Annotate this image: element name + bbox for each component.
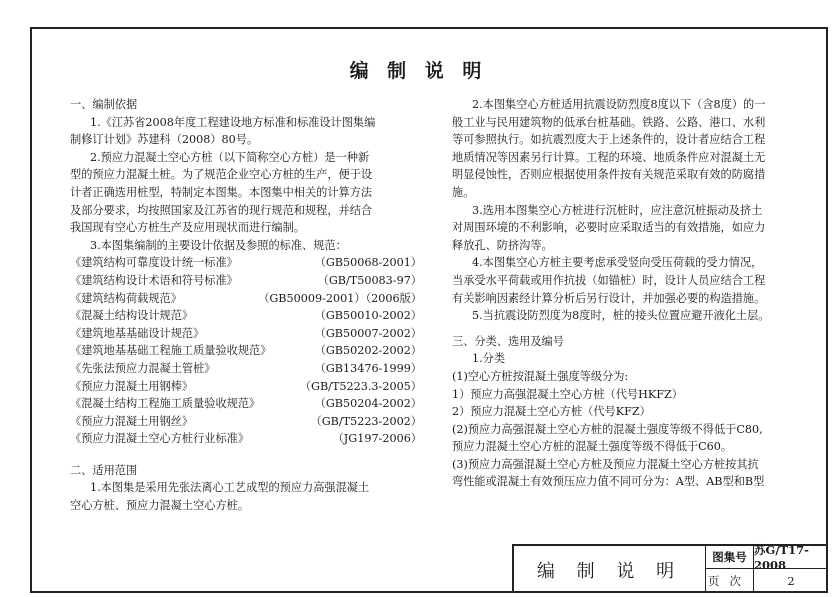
paragraph-line: 我国现有空心方桩生产及应用现状而进行编制。 [70, 221, 305, 235]
standard-item: 《混凝土结构设计规范》 （GB50010-2002） [70, 309, 422, 323]
paragraph-line: (3)预应力高强混凝土空心方桩及预应力混凝土空心方桩按其抗 [452, 457, 759, 471]
paragraph-line: 空心方桩、预应力混凝土空心方桩。 [70, 499, 250, 513]
section-heading-scope: 二、适用范围 [70, 463, 138, 477]
paragraph-line: 型的预应力混凝土桩。为了规范企业空心方桩的生产，便于设 [70, 168, 373, 182]
paragraph-line: 1.《江苏省2008年度工程建设地方标准和标准设计图集编 [90, 115, 376, 129]
paragraph-line: 5.当抗震设防烈度为8度时，桩的接头位置应避开液化土层。 [472, 309, 770, 323]
paragraph-line: 施。 [452, 185, 475, 199]
paragraph-line: 4.本图集空心方桩主要考虑承受竖向受压荷载的受力情况， [472, 256, 763, 270]
standards-list [70, 254, 422, 448]
paragraph-line: 1）预应力高强混凝土空心方桩（代号HKFZ） [452, 387, 683, 401]
atlas-number-label: 图集号 [706, 546, 754, 569]
standard-item: 《建筑结构可靠度设计统一标准》 （GB50068-2001） [70, 256, 422, 270]
paragraph-line: 计者正确选用桩型，特制定本图集。本图集中相关的计算方法 [70, 185, 373, 199]
page-label: 页次 [706, 569, 754, 593]
standard-item: 《建筑结构荷载规范》 （GB50009-2001）（2006版） [70, 291, 422, 305]
paragraph-line: 预应力混凝土空心方桩的混凝土强度等级不得低于C60。 [452, 440, 733, 454]
paragraph-line: 2.预应力混凝土空心方桩（以下简称空心方桩）是一种新 [90, 150, 370, 164]
paragraph-line: 有关影响因素经计算分析后另行设计，并加强必要的构造措施。 [452, 291, 766, 305]
standard-item: 《预应力混凝土空心方桩行业标准》 （JG197-2006） [70, 432, 422, 446]
paragraph-line: 2.本图集空心方桩适用抗震设防烈度8度以下（含8度）的一 [472, 98, 766, 111]
right-column [452, 96, 788, 491]
standard-item: 《混凝土结构工程施工质量验收规范》 （GB50204-2002） [70, 397, 422, 411]
paragraph-line: 制修订计划》苏建科（2008）80号。 [70, 133, 259, 147]
paragraph-line: 1.本图集是采用先张法离心工艺成型的预应力高强混凝土 [90, 481, 370, 495]
paragraph-line: 地质情况等因素另行计算。工程的环境、地质条件应对混凝土无 [452, 150, 766, 164]
paragraph-line: 3.选用本图集空心方桩进行沉桩时，应注意沉桩振动及挤土 [472, 203, 763, 217]
paragraph-line: 般工业与民用建筑物的低承台桩基础。铁路、公路、港口、水利 [452, 115, 766, 129]
paragraph-line: 3.本图集编制的主要设计依据及参照的标准、规范： [90, 238, 347, 252]
page-title: 编 制 说 明 [349, 60, 488, 82]
paragraph-line: 弯性能或混凝土有效预压应力值不同可分为：A型、AB型和B型 [452, 475, 765, 489]
title-block-name: 编 制 说 明 [514, 546, 706, 593]
paragraph-line: (1)空心方桩按混凝土强度等级分为: [452, 369, 629, 383]
standard-item: 《建筑结构设计术语和符号标准》 （GB/T50083-97） [70, 273, 422, 287]
paragraph-line: 释放孔、防挤沟等。 [452, 238, 553, 252]
standard-item: 《预应力混凝土用钢丝》 （GB/T5223-2002） [70, 414, 422, 428]
standard-item: 《预应力混凝土用钢棒》 （GB/T5223.3-2005） [70, 379, 422, 393]
title-block [512, 544, 828, 593]
atlas-number-value: 苏G/T17-2008 [754, 546, 828, 569]
paragraph-line: 明显侵蚀性，否则应根据使用条件按有关规范采取有效的防腐措 [452, 168, 766, 182]
section-heading-classification: 三、分类、选用及编号 [452, 334, 564, 348]
paragraph-line: 等可参照执行。如抗震烈度大于上述条件的，设计者应结合工程 [452, 133, 766, 147]
section-heading-basis: 一、编制依据 [70, 98, 138, 111]
standard-item: 《建筑地基基础工程施工质量验收规范》 （GB50202-2002） [70, 344, 422, 358]
paragraph-line: 对周围环境的不利影响，必要时应采取适当的有效措施，如应力 [452, 221, 766, 235]
page-number: 2 [787, 574, 795, 588]
standard-item: 《建筑地基基础设计规范》 （GB50007-2002） [70, 326, 422, 340]
left-column [70, 96, 422, 515]
subheading-classification: 1.分类 [472, 352, 506, 366]
paragraph-line: 2）预应力混凝土空心方桩（代号KFZ） [452, 405, 651, 419]
paragraph-line: 当承受水平荷载或用作抗拔（如锚桩）时，设计人员应结合工程 [452, 273, 766, 287]
standard-item: 《先张法预应力混凝土管桩》 （GB13476-1999） [70, 361, 422, 375]
paragraph-line: (2)预应力高强混凝土空心方桩的混凝土强度等级不得低于C80, [452, 422, 763, 436]
paragraph-line: 及部分要求，均按照国家及江苏省的现行规范和规程，并结合 [70, 203, 373, 217]
